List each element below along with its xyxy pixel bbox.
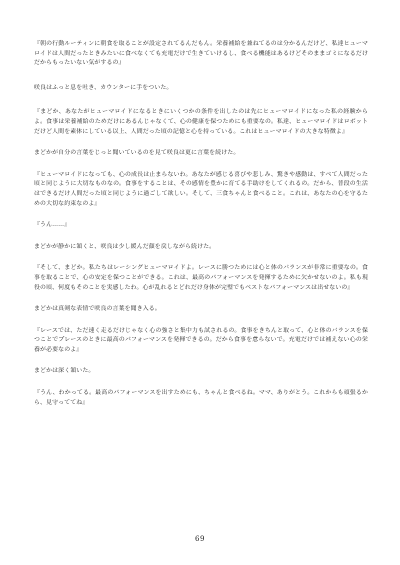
- paragraph-6: 『うん……』: [34, 222, 71, 229]
- paragraph-5: 『ヒューマロイドになっても、心の成長は止まらないわ。あなたが感じる喜びや悲しみ、驚きや感動は、すべて人間だった頃と同じように大切なものなの。食事をすることは、その感情を豊かに育てる手助けをしてくれるの。だから、普段の生活はできるだけ人間だった頃と同じように過ごして欲しい。そして、三食ちゃんと食べること。これは、あなたの心を守るための大切な約束なのよ』: [34, 171, 368, 207]
- paragraph-4: まどかが自分の言葉をじっと聞いているのを見て咲良は更に言葉を続けた。: [34, 150, 240, 157]
- paragraph-9: まどかは真剣な表情で咲良の言葉を聞き入る。: [34, 306, 161, 313]
- paragraph-11: まどかは深く頷いた。: [34, 368, 95, 375]
- paragraph-2: 咲良はふっと息を吐き、カウンターに手をついた。: [34, 84, 173, 91]
- paragraph-7: まどかが静かに頷くと、咲良は少し緩んだ顔を戻しながら続けた。: [34, 243, 216, 250]
- document-page: [34, 40, 368, 408]
- paragraph-8: 『そして、まどか。私たちはレーシングヒューマロイドよ。レースに勝つためには心と体のバランスが非常に重要なの。食事を取ることで、心の安定を保つことができる。これは、最高のパフォーマンスを発揮するために欠かせないのよ。私も現役の頃、何度もそのことを実感したわ。心が乱れるとどれだけ身体が完璧でもベストなパフォーマンスは出せないの』: [34, 265, 368, 291]
- paragraph-1: 『朝の行動ルーティンに朝食を取ることが設定されてるんだもん。栄養補給を兼ねてるのは分かるんだけど、私達ヒューマロイドは人間だったときみたいに食べなくても充電だけで生きていけるし、食べる機能はあるけどそのままゴミになるだけだからもったいない気がするの』: [34, 41, 368, 67]
- page-number: 69: [195, 535, 205, 543]
- paragraph-10: 『レースでは、ただ速く走るだけじゃなく心の強さと集中力も試されるの。食事をきちんと取って、心と体のバランスを保つことでプレースのときに最高のパフォーマンスを発揮できるの。だから食事を怠らないで。充電だけでは補えない心の栄養が必要なのよ』: [34, 327, 368, 353]
- paragraph-3: 『まどか、あなたがヒューマロイドになるときにいくつかの条件を出したのは先にヒューマロイドになった私の経験からよ。食事は栄養補給のためだけにあるんじゃなくて、心の健康を保つためにも重要なの。私達、ヒューマロイドはロボットだけど人間を素体にしている以上、人間だった頃の記憶と心を持っている。これはヒューマロイドの大きな特徴よ』: [34, 109, 368, 135]
- paragraph-12: 『うん、わかってる。最高のパフォーマンスを出すためにも、ちゃんと食べるね。ママ、ありがとう。これからも頑張るから、見守っててね』: [34, 390, 368, 406]
